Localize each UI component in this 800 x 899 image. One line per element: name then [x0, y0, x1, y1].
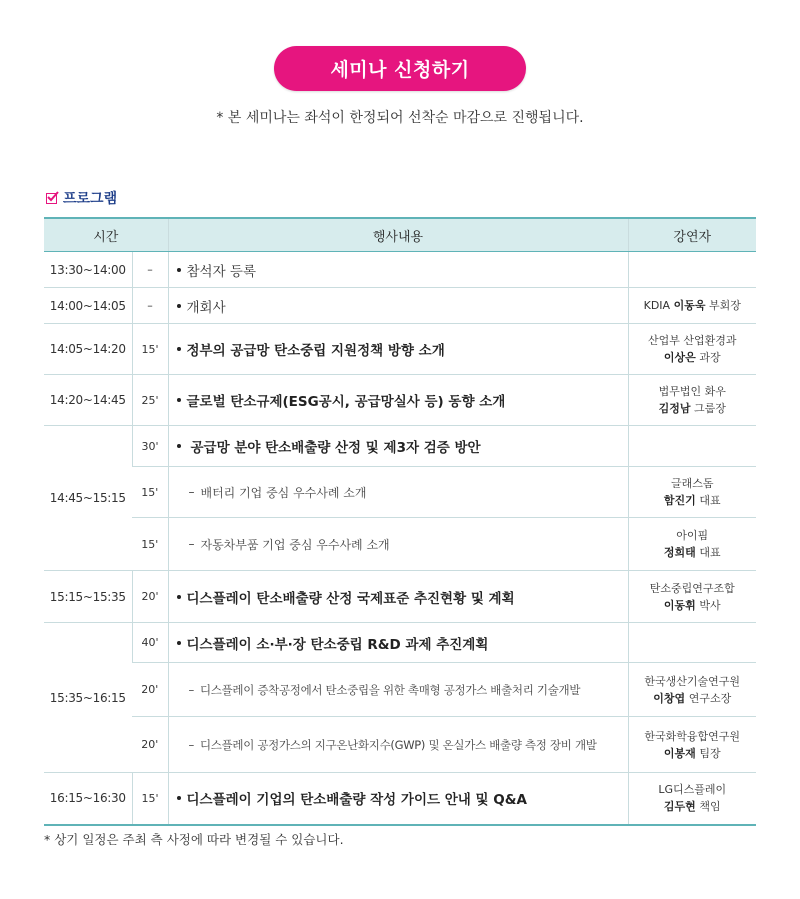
- speaker-org: 아이핌: [676, 529, 709, 542]
- content-cell: [168, 252, 628, 288]
- speaker-name: 김두현: [663, 800, 696, 814]
- time-cell: 13:30~14:00: [44, 252, 132, 288]
- speaker-name: 함진기: [663, 494, 696, 507]
- table-row: [44, 288, 756, 324]
- speaker-title: 책임: [699, 800, 721, 814]
- time-cell: 15:15~15:35: [44, 571, 132, 623]
- table-row: [44, 252, 756, 288]
- speaker-cell: [628, 252, 756, 288]
- speaker-cell: [628, 623, 756, 663]
- duration-cell: 30': [132, 426, 168, 467]
- duration-cell: 15': [132, 518, 168, 571]
- table-row: [44, 717, 756, 773]
- speaker-cell: [628, 426, 756, 467]
- content-label: 디스플레이 공정가스의 지구온난화지수(GWP) 및 온실가스 배출량 측정 장비 개발: [199, 737, 597, 752]
- speaker-cell: [628, 288, 756, 324]
- speaker-name: 이동욱: [673, 299, 706, 312]
- speaker-title: 대표: [699, 546, 721, 559]
- content-label: 공급망 분야 탄소배출량 산정 및 제3자 검증 방안: [190, 440, 481, 456]
- program-title-label: 프로그램: [63, 191, 118, 207]
- table-row: [44, 375, 756, 426]
- duration-cell: 20': [132, 717, 168, 773]
- speaker-org: 탄소중립연구조합: [649, 581, 735, 595]
- speaker-cell: [628, 663, 756, 717]
- speaker-name: 이봉재: [663, 746, 696, 760]
- time-cell: 14:45~15:15: [44, 426, 132, 571]
- content-cell: [168, 518, 628, 571]
- program-section-title: [46, 188, 117, 208]
- table-row: [44, 518, 756, 571]
- speaker-title: 연구소장: [688, 691, 732, 705]
- content-cell: [168, 623, 628, 663]
- content-cell: [168, 663, 628, 717]
- bullet-icon: [177, 641, 181, 645]
- bullet-icon: [177, 595, 181, 599]
- speaker-name: 이상은: [663, 351, 696, 364]
- content-label: 배터리 기업 중심 우수사례 소개: [200, 485, 367, 500]
- speaker-title: 그룹장: [694, 402, 726, 415]
- content-cell: [168, 288, 628, 324]
- schedule-change-footnote: * 상기 일정은 주최 측 사정에 따라 변경될 수 있습니다.: [44, 832, 344, 847]
- time-cell: 16:15~16:30: [44, 773, 132, 825]
- content-cell: [168, 426, 628, 467]
- content-cell: [168, 773, 628, 825]
- duration-cell: 15': [132, 773, 168, 825]
- speaker-org: KDIA: [643, 299, 671, 312]
- speaker-name: 이창엽: [653, 691, 686, 705]
- speaker-org: 한국생산기술연구원: [644, 674, 741, 688]
- speaker-org: 산업부 산업환경과: [647, 334, 737, 347]
- duration-cell: 40': [132, 623, 168, 663]
- speaker-org: 한국화학융합연구원: [644, 729, 741, 743]
- checkbox-icon: [46, 193, 57, 204]
- table-row: [44, 467, 756, 518]
- speaker-name: 정희태: [663, 546, 696, 559]
- table-header-row: [44, 218, 756, 252]
- column-header-speaker: 강연자: [628, 218, 756, 252]
- program-table: [44, 217, 756, 826]
- table-row: [44, 663, 756, 717]
- speaker-cell: [628, 518, 756, 571]
- speaker-cell: [628, 717, 756, 773]
- content-cell: [168, 375, 628, 426]
- duration-cell: 15': [132, 467, 168, 518]
- speaker-org: 법무법인 화우: [658, 385, 726, 398]
- duration-cell: 25': [132, 375, 168, 426]
- content-label: 디스플레이 탄소배출량 산정 국제표준 추진현황 및 계획: [186, 590, 515, 607]
- table-row: [44, 623, 756, 663]
- speaker-org: 글래스돔: [670, 477, 714, 490]
- content-label: 정부의 공급망 탄소중립 지원정책 방향 소개: [186, 343, 445, 359]
- time-cell: 15:35~16:15: [44, 623, 132, 773]
- dash-marker: –: [188, 682, 194, 697]
- column-header-time: 시간: [44, 218, 168, 252]
- content-cell: [168, 571, 628, 623]
- bullet-icon: [177, 304, 181, 308]
- bullet-icon: [177, 268, 181, 272]
- speaker-title: 과장: [699, 351, 721, 364]
- duration-cell: 20': [132, 663, 168, 717]
- speaker-name: 김정남: [658, 402, 691, 415]
- content-cell: [168, 717, 628, 773]
- dash-marker: –: [188, 737, 194, 752]
- speaker-cell: [628, 375, 756, 426]
- content-label: 개회사: [186, 299, 226, 316]
- content-label: 글로벌 탄소규제(ESG공시, 공급망실사 등) 동향 소개: [186, 394, 506, 410]
- speaker-title: 박사: [699, 598, 721, 612]
- speaker-org: LG디스플레이: [658, 783, 727, 797]
- time-cell: 14:20~14:45: [44, 375, 132, 426]
- speaker-title: 대표: [699, 494, 721, 507]
- content-label: 디스플레이 소·부·장 탄소중립 R&D 과제 추진계획: [186, 636, 489, 653]
- seating-notice: * 본 세미나는 좌석이 한정되어 선착순 마감으로 진행됩니다.: [216, 110, 584, 126]
- content-label: 참석자 등록: [186, 263, 256, 280]
- content-label: 자동차부품 기업 중심 우수사례 소개: [200, 537, 390, 552]
- column-header-content: 행사내용: [168, 218, 628, 252]
- time-cell: 14:05~14:20: [44, 324, 132, 375]
- table-row: [44, 324, 756, 375]
- bullet-icon: [177, 796, 181, 800]
- dash-marker: –: [188, 537, 195, 551]
- speaker-cell: [628, 571, 756, 623]
- bullet-icon: [177, 444, 181, 448]
- seminar-apply-button[interactable]: 세미나 신청하기: [274, 46, 526, 91]
- table-row: [44, 571, 756, 623]
- duration-cell: –: [132, 288, 168, 324]
- content-label: 디스플레이 증착공정에서 탄소중립을 위한 촉매형 공정가스 배출처리 기술개발: [199, 682, 581, 697]
- speaker-cell: [628, 467, 756, 518]
- time-cell: 14:00~14:05: [44, 288, 132, 324]
- content-label: 디스플레이 기업의 탄소배출량 작성 가이드 안내 및 Q&A: [186, 792, 527, 809]
- bullet-icon: [177, 347, 181, 351]
- speaker-name: 이동휘: [663, 598, 696, 612]
- duration-cell: 15': [132, 324, 168, 375]
- bullet-icon: [177, 398, 181, 402]
- speaker-title: 부회장: [708, 299, 741, 312]
- content-cell: [168, 467, 628, 518]
- duration-cell: 20': [132, 571, 168, 623]
- speaker-title: 팀장: [699, 746, 721, 760]
- table-row: [44, 773, 756, 825]
- dash-marker: –: [188, 485, 195, 499]
- speaker-cell: [628, 773, 756, 825]
- duration-cell: –: [132, 252, 168, 288]
- speaker-cell: [628, 324, 756, 375]
- content-cell: [168, 324, 628, 375]
- table-row: [44, 426, 756, 467]
